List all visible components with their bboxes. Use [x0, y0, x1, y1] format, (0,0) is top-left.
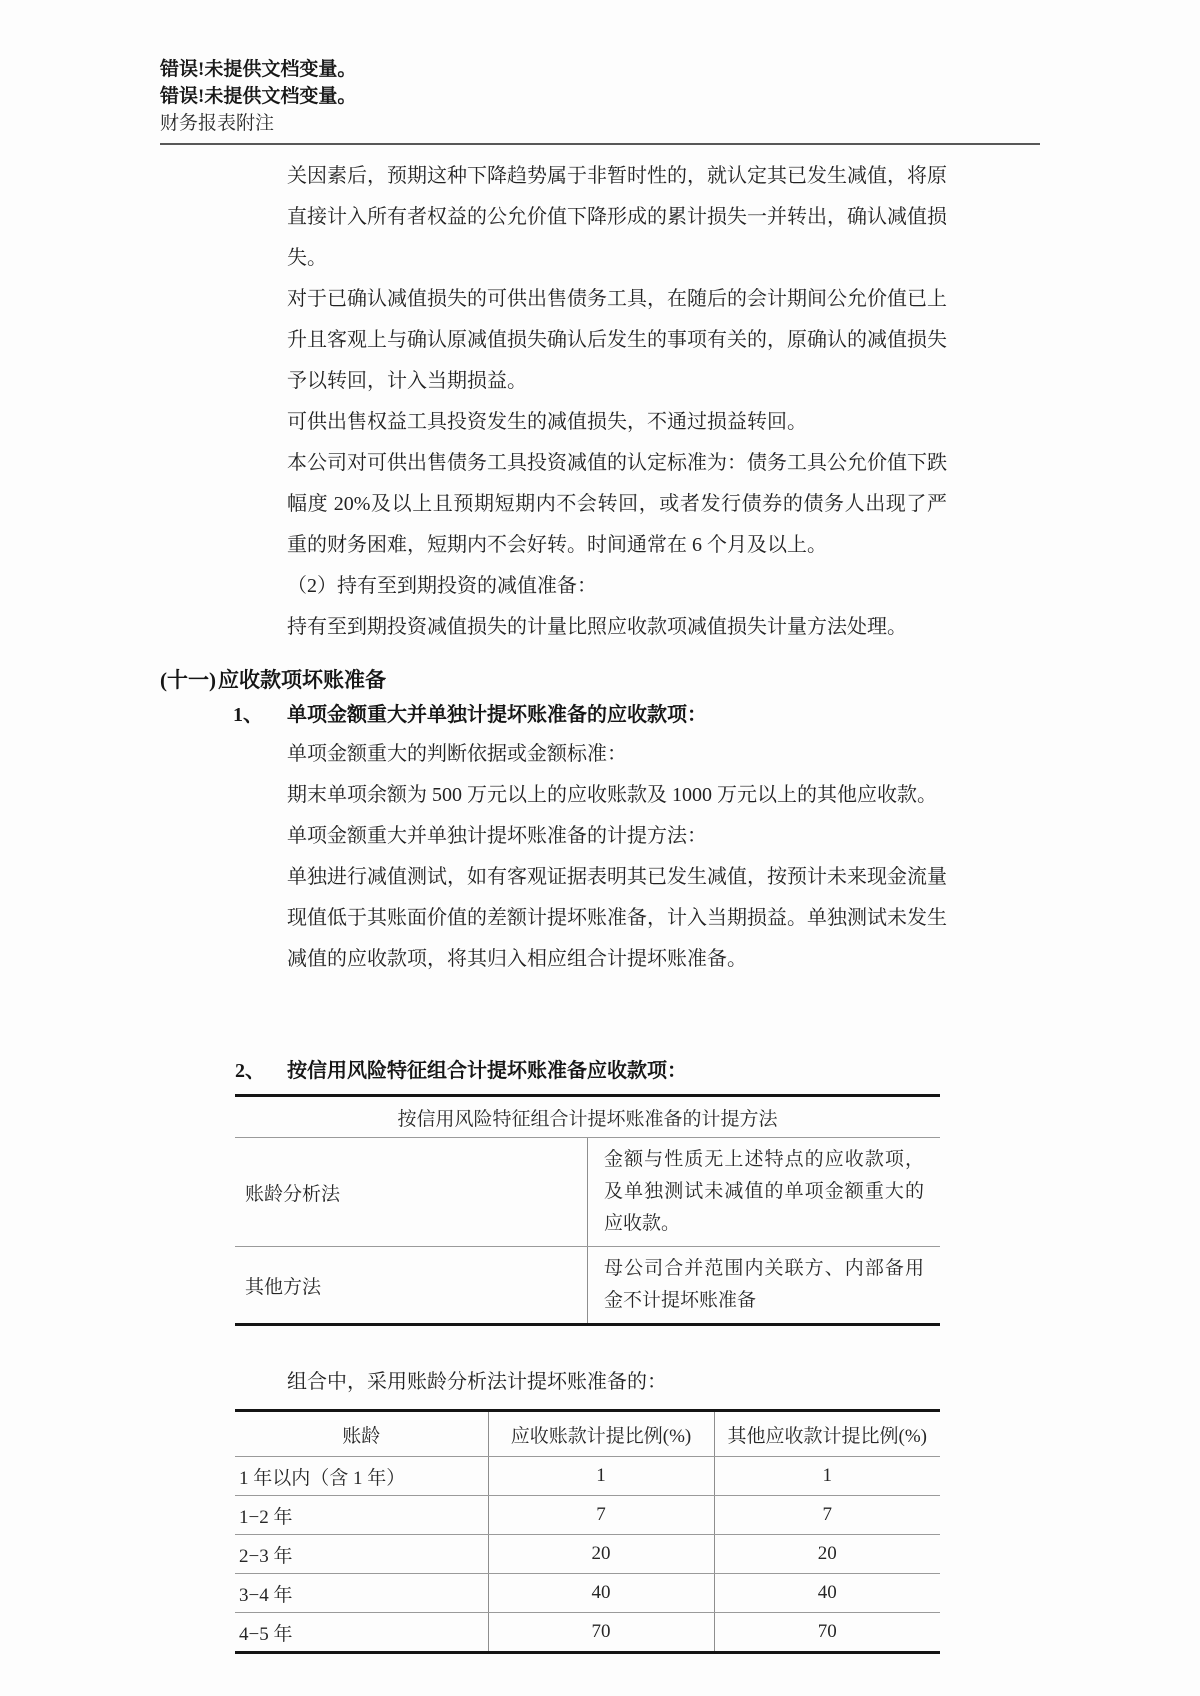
ar-ratio-cell: 1 [488, 1457, 714, 1496]
section-11-number: (十一) [160, 668, 216, 692]
other-ratio-cell: 20 [714, 1535, 940, 1574]
page-header [160, 56, 1040, 145]
item-1-title: 单项金额重大并单独计提坏账准备的应收款项： [287, 704, 707, 726]
method-description-cell: 金额与性质无上述特点的应收款项，及单独测试未减值的单项金额重大的应收款。 [588, 1138, 941, 1247]
paragraph: （2）持有至到期投资的减值准备： [287, 575, 597, 597]
table-row [235, 1574, 940, 1613]
paragraph: 期末单项余额为 500 万元以上的应收账款及 1000 万元以上的其他应收款。 [287, 784, 937, 806]
paragraph: 可供出售权益工具投资发生的减值损失，不通过损益转回。 [287, 411, 807, 433]
other-ratio-cell: 7 [714, 1496, 940, 1535]
doc-variable-error-line-1: 错误!未提供文档变量。 [160, 59, 357, 80]
aging-table [235, 1409, 940, 1654]
age-cell: 4−5 年 [239, 1623, 293, 1645]
table-row [235, 1247, 940, 1325]
table-row [235, 1496, 940, 1535]
table-row [235, 1535, 940, 1574]
table-row [235, 1457, 940, 1496]
aging-table-header-row [235, 1411, 940, 1457]
ar-ratio-cell: 20 [488, 1535, 714, 1574]
other-ratio-cell: 70 [714, 1613, 940, 1653]
method-description-cell: 母公司合并范围内关联方、内部备用金不计提坏账准备 [588, 1247, 941, 1325]
method-table-caption-row [235, 1096, 940, 1138]
page-subtitle: 财务报表附注 [160, 113, 275, 134]
ar-ratio-cell: 7 [488, 1496, 714, 1535]
paragraph: 本公司对可供出售债务工具投资减值的认定标准为：债务工具公允价值下跌幅度 20%及以上且预期短期内不会转回，或者发行债券的债务人出现了严重的财务困难，短期内不会好转。时间通常在 6 个月及以上。 [287, 452, 947, 556]
doc-variable-error-line-2: 错误!未提供文档变量。 [160, 86, 357, 107]
header-rule [160, 143, 1040, 145]
column-header-age: 账龄 [235, 1411, 488, 1457]
document-body [160, 156, 1040, 1654]
method-table-caption: 按信用风险特征组合计提坏账准备的计提方法 [235, 1096, 940, 1138]
column-header-ar-ratio: 应收账款计提比例(%) [488, 1411, 714, 1457]
age-cell: 1−2 年 [235, 1496, 488, 1535]
table-row [235, 1613, 940, 1653]
section-11-heading [160, 664, 1040, 696]
item-2-number: 2、 [235, 1060, 265, 1082]
item-1-heading [160, 696, 1040, 734]
table-row [235, 1138, 940, 1247]
method-name-cell: 其他方法 [245, 1276, 322, 1298]
aging-table-intro: 组合中，采用账龄分析法计提坏账准备的： [287, 1371, 667, 1393]
age-cell: 1 年以内（含 1 年） [235, 1457, 488, 1496]
paragraph: 单项金额重大并单独计提坏账准备的计提方法： [287, 825, 707, 847]
age-cell: 3−4 年 [235, 1574, 488, 1613]
item-2-block [235, 1056, 940, 1326]
paragraph: 单独进行减值测试，如有客观证据表明其已发生减值，按预计未来现金流量现值低于其账面价值的差额计提坏账准备，计入当期损益。单独测试未发生减值的应收款项，将其归入相应组合计提坏账准备。 [287, 866, 947, 970]
other-ratio-cell: 1 [714, 1457, 940, 1496]
column-header-other-ratio: 其他应收款计提比例(%) [714, 1411, 940, 1457]
item-1-number: 1、 [233, 704, 263, 726]
method-table [235, 1094, 940, 1326]
paragraph: 持有至到期投资减值损失的计量比照应收款项减值损失计量方法处理。 [287, 616, 907, 638]
paragraph: 对于已确认减值损失的可供出售债务工具，在随后的会计期间公允价值已上升且客观上与确认原减值损失确认后发生的事项有关的，原确认的减值损失予以转回，计入当期损益。 [287, 288, 947, 392]
paragraph: 关因素后，预期这种下降趋势属于非暂时性的，就认定其已发生减值，将原直接计入所有者权益的公允价值下降形成的累计损失一并转出，确认减值损失。 [287, 165, 947, 269]
other-ratio-cell: 40 [714, 1574, 940, 1613]
item-2-heading [235, 1056, 940, 1094]
age-cell: 2−3 年 [235, 1535, 488, 1574]
paragraph: 单项金额重大的判断依据或金额标准： [287, 743, 627, 765]
ar-ratio-cell: 70 [488, 1613, 714, 1653]
method-name-cell: 账龄分析法 [235, 1138, 588, 1247]
ar-ratio-cell: 40 [488, 1574, 714, 1613]
section-11-title: 应收款项坏账准备 [218, 668, 386, 692]
item-2-title: 按信用风险特征组合计提坏账准备应收款项： [287, 1060, 687, 1082]
